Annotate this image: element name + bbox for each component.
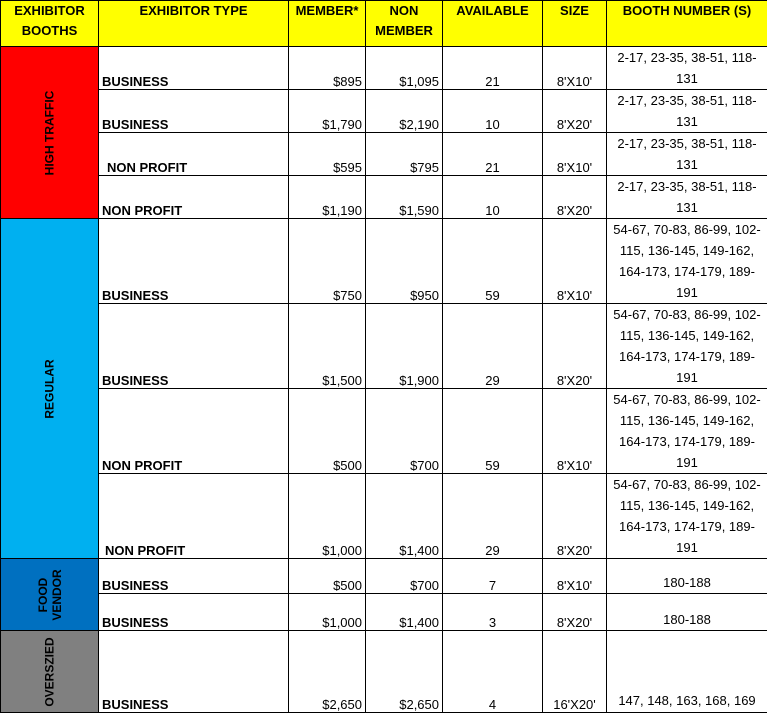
member-price: $595 xyxy=(289,133,366,176)
booth-numbers: 2-17, 23-35, 38-51, 118-131 xyxy=(607,133,767,176)
available-count: 10 xyxy=(443,90,543,133)
booth-size: 8'X20' xyxy=(543,90,607,133)
header-non-member: NON MEMBER xyxy=(366,1,443,47)
group-label: FOOD VENDOR xyxy=(36,565,64,625)
table-row xyxy=(1,631,767,713)
booth-numbers: 54-67, 70-83, 86-99, 102-115, 136-145, 149-162, 164-173, 174-179, 189-191 xyxy=(607,474,767,559)
non-member-price: $1,095 xyxy=(366,47,443,90)
available-count: 21 xyxy=(443,133,543,176)
table-row xyxy=(1,219,767,304)
booth-size: 8'X10' xyxy=(543,219,607,304)
exhibitor-type: BUSINESS xyxy=(99,90,289,133)
group-regular xyxy=(1,219,99,559)
non-member-price: $1,400 xyxy=(366,474,443,559)
booth-size: 16'X20' xyxy=(543,631,607,713)
exhibitor-type: NON PROFIT xyxy=(99,176,289,219)
booth-size: 8'X10' xyxy=(543,133,607,176)
member-price: $1,190 xyxy=(289,176,366,219)
booth-numbers: 2-17, 23-35, 38-51, 118-131 xyxy=(607,176,767,219)
header-size: SIZE xyxy=(543,1,607,47)
available-count: 29 xyxy=(443,304,543,389)
non-member-price: $700 xyxy=(366,559,443,594)
non-member-price: $2,190 xyxy=(366,90,443,133)
exhibitor-type: BUSINESS xyxy=(99,304,289,389)
header-available: AVAILABLE xyxy=(443,1,543,47)
group-food-vendor xyxy=(1,559,99,631)
group-high-traffic xyxy=(1,47,99,219)
member-price: $895 xyxy=(289,47,366,90)
table-row xyxy=(1,90,767,133)
exhibitor-type: NON PROFIT xyxy=(99,133,289,176)
header-exhibitor-booths: EXHIBITOR BOOTHS xyxy=(1,1,99,47)
exhibitor-type: BUSINESS xyxy=(99,47,289,90)
available-count: 7 xyxy=(443,559,543,594)
available-count: 10 xyxy=(443,176,543,219)
member-price: $1,000 xyxy=(289,474,366,559)
booth-numbers: 147, 148, 163, 168, 169 xyxy=(607,631,767,713)
non-member-price: $950 xyxy=(366,219,443,304)
booth-numbers: 2-17, 23-35, 38-51, 118-131 xyxy=(607,47,767,90)
member-price: $500 xyxy=(289,389,366,474)
table-row xyxy=(1,389,767,474)
available-count: 4 xyxy=(443,631,543,713)
booth-size: 8'X20' xyxy=(543,304,607,389)
booth-size: 8'X20' xyxy=(543,474,607,559)
booth-size: 8'X20' xyxy=(543,594,607,631)
table-row xyxy=(1,559,767,594)
booth-numbers: 54-67, 70-83, 86-99, 102-115, 136-145, 149-162, 164-173, 174-179, 189-191 xyxy=(607,219,767,304)
table-row xyxy=(1,133,767,176)
available-count: 59 xyxy=(443,219,543,304)
header-row xyxy=(1,1,767,47)
group-oversized xyxy=(1,631,99,713)
exhibitor-type: NON PROFIT xyxy=(99,389,289,474)
header-member: MEMBER* xyxy=(289,1,366,47)
member-price: $1,000 xyxy=(289,594,366,631)
group-label: REGULAR xyxy=(43,359,57,418)
non-member-price: $700 xyxy=(366,389,443,474)
booth-size: 8'X10' xyxy=(543,47,607,90)
available-count: 29 xyxy=(443,474,543,559)
exhibitor-type: NON PROFIT xyxy=(99,474,289,559)
header-exhibitor-type: EXHIBITOR TYPE xyxy=(99,1,289,47)
member-price: $2,650 xyxy=(289,631,366,713)
member-price: $1,500 xyxy=(289,304,366,389)
booth-size: 8'X10' xyxy=(543,559,607,594)
exhibitor-type: BUSINESS xyxy=(99,594,289,631)
non-member-price: $1,900 xyxy=(366,304,443,389)
member-price: $750 xyxy=(289,219,366,304)
group-label: HIGH TRAFFIC xyxy=(43,91,57,176)
exhibitor-type: BUSINESS xyxy=(99,559,289,594)
booth-numbers: 54-67, 70-83, 86-99, 102-115, 136-145, 149-162, 164-173, 174-179, 189-191 xyxy=(607,304,767,389)
available-count: 3 xyxy=(443,594,543,631)
member-price: $500 xyxy=(289,559,366,594)
exhibitor-type: BUSINESS xyxy=(99,219,289,304)
available-count: 59 xyxy=(443,389,543,474)
booth-numbers: 180-188 xyxy=(607,559,767,594)
table-row xyxy=(1,304,767,389)
table-row xyxy=(1,474,767,559)
booth-size: 8'X10' xyxy=(543,389,607,474)
booth-numbers: 2-17, 23-35, 38-51, 118-131 xyxy=(607,90,767,133)
non-member-price: $2,650 xyxy=(366,631,443,713)
member-price: $1,790 xyxy=(289,90,366,133)
table-row xyxy=(1,176,767,219)
header-booth-numbers: BOOTH NUMBER (S) xyxy=(607,1,767,47)
available-count: 21 xyxy=(443,47,543,90)
table-row xyxy=(1,47,767,90)
non-member-price: $795 xyxy=(366,133,443,176)
exhibitor-type: BUSINESS xyxy=(99,631,289,713)
table-row xyxy=(1,594,767,631)
non-member-price: $1,400 xyxy=(366,594,443,631)
booth-numbers: 54-67, 70-83, 86-99, 102-115, 136-145, 149-162, 164-173, 174-179, 189-191 xyxy=(607,389,767,474)
booth-numbers: 180-188 xyxy=(607,594,767,631)
booth-size: 8'X20' xyxy=(543,176,607,219)
group-label: OVERSZIED xyxy=(42,637,56,706)
non-member-price: $1,590 xyxy=(366,176,443,219)
